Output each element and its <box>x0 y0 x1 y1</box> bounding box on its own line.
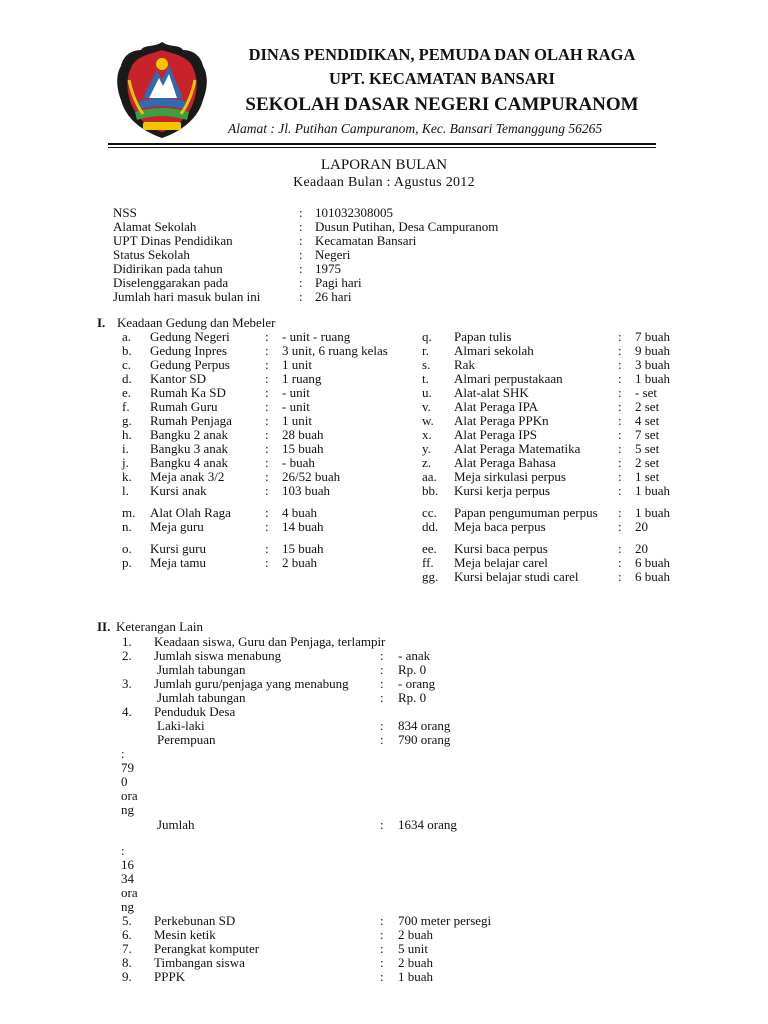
left-item-name: Bangku 2 anak <box>150 427 228 442</box>
left-item-letter: f. <box>122 399 130 414</box>
right-item-name: Alat Peraga Bahasa <box>454 455 556 470</box>
header-school-name: SEKOLAH DASAR NEGERI CAMPURANOM <box>245 94 639 115</box>
left-item-sep: : <box>265 343 269 358</box>
item-label: Jumlah tabungan <box>157 662 246 677</box>
item-value: 790 orang <box>398 732 451 747</box>
report-subtitle: Keadaan Bulan : Agustus 2012 <box>293 175 475 190</box>
left-item-sep: : <box>265 371 269 386</box>
left-item-sep: : <box>265 413 269 428</box>
right-item-sep: : <box>618 569 622 584</box>
left-item-name: Bangku 3 anak <box>150 441 228 456</box>
item-sep: : <box>380 817 384 832</box>
identity-key: Status Sekolah <box>113 247 190 262</box>
identity-key: Didirikan pada tahun <box>113 261 223 276</box>
right-item-letter: x. <box>422 427 432 442</box>
identity-key: UPT Dinas Pendidikan <box>113 233 233 248</box>
left-item-letter: e. <box>122 385 132 400</box>
right-item-letter: y. <box>422 441 431 456</box>
right-item-name: Almari sekolah <box>454 343 534 358</box>
left-item-letter: b. <box>122 343 132 358</box>
right-item-name: Alat-alat SHK <box>454 385 529 400</box>
identity-sep: : <box>299 247 303 262</box>
left-item-sep: : <box>265 427 269 442</box>
fragment-line: ng <box>121 802 134 817</box>
right-item-sep: : <box>618 399 622 414</box>
identity-sep: : <box>299 205 303 220</box>
item-value: 1634 orang <box>398 817 457 832</box>
item-number: 7. <box>122 941 132 956</box>
item-number: 1. <box>122 634 132 649</box>
item-label: PPPK <box>154 969 186 984</box>
right-item-name: Alat Peraga Matematika <box>454 441 581 456</box>
left-item-value: 14 buah <box>282 519 324 534</box>
header-address: Alamat : Jl. Putihan Campuranom, Kec. Bansari Temanggung 56265 <box>228 121 603 136</box>
left-item-name: Rumah Penjaga <box>150 413 232 428</box>
item-sep: : <box>380 955 384 970</box>
left-item-letter: n. <box>122 519 132 534</box>
fragment-line: ora <box>121 788 138 803</box>
right-item-letter: w. <box>422 413 434 428</box>
left-item-sep: : <box>265 505 269 520</box>
section1-number: I. <box>97 315 106 330</box>
item-number: 3. <box>122 676 132 691</box>
right-item-value: 2 set <box>635 455 660 470</box>
right-item-letter: v. <box>422 399 431 414</box>
right-item-value: 1 set <box>635 469 660 484</box>
left-item-value: 1 ruang <box>282 371 322 386</box>
left-item-value: 2 buah <box>282 555 318 570</box>
item-label: Timbangan siswa <box>154 955 245 970</box>
right-item-value: 7 buah <box>635 329 671 344</box>
left-item-letter: i. <box>122 441 129 456</box>
left-item-name: Alat Olah Raga <box>150 505 231 520</box>
item-value: 5 unit <box>398 941 428 956</box>
identity-key: Jumlah hari masuk bulan ini <box>113 289 261 304</box>
right-item-letter: t. <box>422 371 429 386</box>
right-item-value: 6 buah <box>635 569 671 584</box>
item-value: - orang <box>398 676 436 691</box>
right-item-sep: : <box>618 469 622 484</box>
right-item-sep: : <box>618 385 622 400</box>
header-rule-thin <box>108 147 656 148</box>
right-item-sep: : <box>618 541 622 556</box>
left-item-letter: d. <box>122 371 132 386</box>
identity-sep: : <box>299 233 303 248</box>
item-value: Rp. 0 <box>398 690 427 705</box>
right-item-name: Rak <box>454 357 475 372</box>
left-item-value: - buah <box>282 455 315 470</box>
item-number: 4. <box>122 704 132 719</box>
item-value: 700 meter persegi <box>398 913 492 928</box>
left-item-sep: : <box>265 329 269 344</box>
left-item-letter: o. <box>122 541 132 556</box>
right-item-value: 7 set <box>635 427 660 442</box>
left-item-name: Kantor SD <box>150 371 206 386</box>
item-label: Perangkat komputer <box>154 941 260 956</box>
left-item-letter: a. <box>122 329 132 344</box>
fragment-line: 16 <box>121 857 134 872</box>
item-sep: : <box>380 690 384 705</box>
left-item-name: Rumah Guru <box>150 399 218 414</box>
item-label: Perkebunan SD <box>154 913 236 928</box>
right-item-value: 4 set <box>635 413 660 428</box>
right-item-letter: bb. <box>422 483 439 498</box>
item-sep: : <box>380 676 384 691</box>
right-item-sep: : <box>618 329 622 344</box>
right-item-sep: : <box>618 455 622 470</box>
identity-value: 1975 <box>315 261 341 276</box>
right-item-sep: : <box>618 441 622 456</box>
right-item-value: 2 set <box>635 399 660 414</box>
item-label: Penduduk Desa <box>154 704 236 719</box>
right-item-sep: : <box>618 371 622 386</box>
right-item-letter: ff. <box>422 555 434 570</box>
item-label: Laki-laki <box>157 718 205 733</box>
item-sep: : <box>380 913 384 928</box>
item-sep: : <box>380 718 384 733</box>
left-item-name: Gedung Inpres <box>150 343 227 358</box>
left-item-sep: : <box>265 483 269 498</box>
right-item-letter: q. <box>422 329 432 344</box>
item-value: 2 buah <box>398 927 434 942</box>
identity-key: NSS <box>113 205 137 220</box>
fragment-line: : <box>121 746 125 761</box>
left-item-value: - unit - ruang <box>282 329 351 344</box>
left-item-sep: : <box>265 455 269 470</box>
wrapped-text-fragment <box>121 747 138 817</box>
item-sep: : <box>380 662 384 677</box>
identity-value: Kecamatan Bansari <box>315 233 417 248</box>
left-item-sep: : <box>265 519 269 534</box>
left-item-value: - unit <box>282 399 310 414</box>
left-item-value: - unit <box>282 385 310 400</box>
right-item-name: Kursi kerja perpus <box>454 483 551 498</box>
identity-value: Negeri <box>315 247 351 262</box>
item-value: 2 buah <box>398 955 434 970</box>
left-item-letter: j. <box>122 455 129 470</box>
fragment-line: 34 <box>121 871 134 886</box>
left-item-letter: k. <box>122 469 132 484</box>
left-item-name: Kursi guru <box>150 541 206 556</box>
left-item-letter: p. <box>122 555 132 570</box>
fragment-line: 79 <box>121 760 134 775</box>
right-item-sep: : <box>618 357 622 372</box>
right-item-sep: : <box>618 519 622 534</box>
identity-sep: : <box>299 261 303 276</box>
fragment-line: ora <box>121 885 138 900</box>
left-item-letter: l. <box>122 483 129 498</box>
section1-heading: Keadaan Gedung dan Mebeler <box>117 315 276 330</box>
identity-sep: : <box>299 219 303 234</box>
right-item-value: 9 buah <box>635 343 671 358</box>
left-item-value: 103 buah <box>282 483 331 498</box>
left-item-value: 3 unit, 6 ruang kelas <box>282 343 388 358</box>
left-item-sep: : <box>265 399 269 414</box>
identity-sep: : <box>299 275 303 290</box>
fragment-line: : <box>121 843 125 858</box>
left-item-value: 15 buah <box>282 441 324 456</box>
right-item-value: 6 buah <box>635 555 671 570</box>
right-item-sep: : <box>618 343 622 358</box>
item-value: 1 buah <box>398 969 434 984</box>
header-rule-thick <box>108 143 656 145</box>
right-item-letter: ee. <box>422 541 437 556</box>
right-item-value: 5 set <box>635 441 660 456</box>
identity-key: Diselenggarakan pada <box>113 275 229 290</box>
item-number: 2. <box>122 648 132 663</box>
item-number: 5. <box>122 913 132 928</box>
right-item-name: Alat Peraga IPA <box>454 399 539 414</box>
item-value: 834 orang <box>398 718 451 733</box>
left-item-letter: h. <box>122 427 132 442</box>
item-value: Rp. 0 <box>398 662 427 677</box>
left-item-name: Rumah Ka SD <box>150 385 226 400</box>
right-item-name: Almari perpustakaan <box>454 371 563 386</box>
identity-key: Alamat Sekolah <box>113 219 197 234</box>
left-item-sep: : <box>265 469 269 484</box>
item-number: 6. <box>122 927 132 942</box>
left-item-name: Kursi anak <box>150 483 207 498</box>
left-item-value: 28 buah <box>282 427 324 442</box>
right-item-value: 1 buah <box>635 483 671 498</box>
item-label: Perempuan <box>157 732 216 747</box>
item-label: Mesin ketik <box>154 927 216 942</box>
item-number: 9. <box>122 969 132 984</box>
right-item-sep: : <box>618 427 622 442</box>
right-item-letter: r. <box>422 343 429 358</box>
left-item-name: Meja anak 3/2 <box>150 469 225 484</box>
left-item-letter: m. <box>122 505 136 520</box>
left-item-name: Meja guru <box>150 519 204 534</box>
right-item-name: Papan pengumuman perpus <box>454 505 598 520</box>
item-label: Jumlah siswa menabung <box>154 648 282 663</box>
identity-sep: : <box>299 289 303 304</box>
left-item-value: 1 unit <box>282 413 312 428</box>
header-agency: DINAS PENDIDIKAN, PEMUDA DAN OLAH RAGA <box>248 45 636 64</box>
right-item-letter: gg. <box>422 569 439 584</box>
right-item-name: Meja sirkulasi perpus <box>454 469 566 484</box>
right-item-name: Meja belajar carel <box>454 555 548 570</box>
section2-heading: Keterangan Lain <box>116 619 203 634</box>
item-sep: : <box>380 941 384 956</box>
left-item-letter: g. <box>122 413 132 428</box>
right-item-name: Alat Peraga IPS <box>454 427 538 442</box>
item-value: - anak <box>398 648 431 663</box>
right-item-name: Alat Peraga PPKn <box>454 413 549 428</box>
left-item-letter: c. <box>122 357 132 372</box>
identity-value: Dusun Putihan, Desa Campuranom <box>315 219 499 234</box>
right-item-name: Meja baca perpus <box>454 519 546 534</box>
right-item-letter: aa. <box>422 469 437 484</box>
item-label: Keadaan siswa, Guru dan Penjaga, terlampir <box>154 634 386 649</box>
left-item-value: 26/52 buah <box>282 469 341 484</box>
left-item-value: 15 buah <box>282 541 324 556</box>
left-item-sep: : <box>265 385 269 400</box>
right-item-sep: : <box>618 413 622 428</box>
item-sep: : <box>380 648 384 663</box>
fragment-line: ng <box>121 899 134 914</box>
left-item-value: 1 unit <box>282 357 312 372</box>
wrapped-text-fragment <box>121 844 138 914</box>
right-item-letter: s. <box>422 357 431 372</box>
report-title: LAPORAN BULAN <box>320 157 448 173</box>
right-item-sep: : <box>618 505 622 520</box>
right-item-sep: : <box>618 555 622 570</box>
identity-value: 26 hari <box>315 289 352 304</box>
left-item-sep: : <box>265 357 269 372</box>
right-item-name: Kursi belajar studi carel <box>454 569 579 584</box>
left-item-sep: : <box>265 555 269 570</box>
left-item-name: Gedung Negeri <box>150 329 230 344</box>
right-item-letter: u. <box>422 385 432 400</box>
right-item-value: 1 buah <box>635 505 671 520</box>
left-item-value: 4 buah <box>282 505 318 520</box>
left-item-sep: : <box>265 441 269 456</box>
right-item-letter: cc. <box>422 505 437 520</box>
right-item-value: 3 buah <box>635 357 671 372</box>
right-item-value: 1 buah <box>635 371 671 386</box>
section2-number: II. <box>97 619 111 634</box>
right-item-value: 20 <box>635 519 648 534</box>
item-label: Jumlah guru/penjaga yang menabung <box>154 676 349 691</box>
left-item-name: Gedung Perpus <box>150 357 230 372</box>
item-label: Jumlah tabungan <box>157 690 246 705</box>
identity-value: Pagi hari <box>315 275 362 290</box>
header-upt: UPT. KECAMATAN BANSARI <box>329 69 555 88</box>
fragment-line: 0 <box>121 774 128 789</box>
right-item-sep: : <box>618 483 622 498</box>
right-item-letter: dd. <box>422 519 439 534</box>
left-item-sep: : <box>265 541 269 556</box>
right-item-letter: z. <box>422 455 432 470</box>
item-sep: : <box>380 927 384 942</box>
item-number: 8. <box>122 955 132 970</box>
left-item-name: Meja tamu <box>150 555 206 570</box>
item-sep: : <box>380 732 384 747</box>
right-item-value: 20 <box>635 541 648 556</box>
right-item-name: Kursi baca perpus <box>454 541 548 556</box>
right-item-name: Papan tulis <box>454 329 512 344</box>
left-item-name: Bangku 4 anak <box>150 455 228 470</box>
identity-value: 101032308005 <box>315 205 393 220</box>
item-sep: : <box>380 969 384 984</box>
regency-emblem-logo <box>113 40 211 140</box>
right-item-value: - set <box>635 385 658 400</box>
item-label: Jumlah <box>157 817 195 832</box>
